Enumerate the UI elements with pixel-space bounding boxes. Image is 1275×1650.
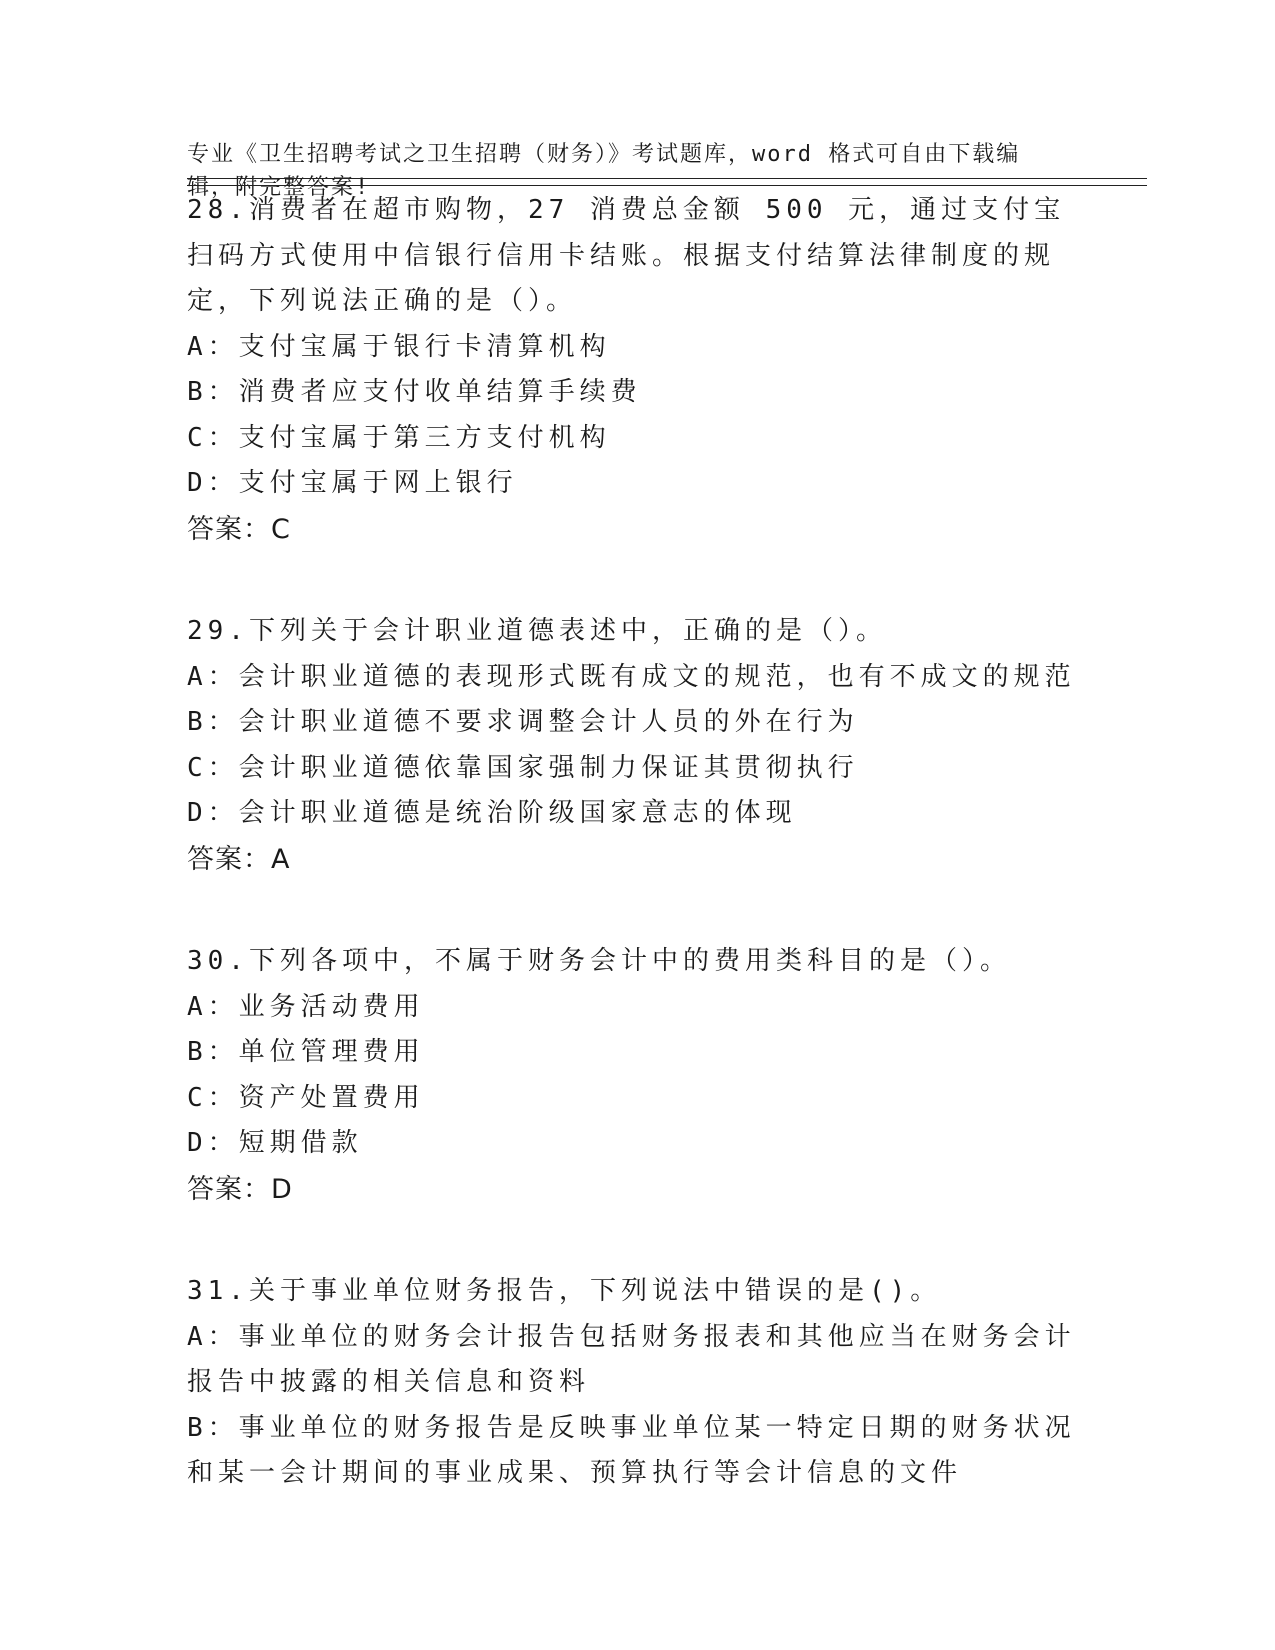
option-a: A：会计职业道德的表现形式既有成文的规范，也有不成文的规范: [187, 661, 1076, 692]
question-stem: 30.下列各项中，不属于财务会计中的费用类科目的是（）。: [187, 946, 1011, 976]
option-c: C：会计职业道德依靠国家强制力保证其贯彻执行: [187, 752, 859, 783]
question-29: [187, 609, 1087, 882]
option-a: A：事业单位的财务会计报告包括财务报表和其他应当在财务会计报告中披露的相关信息和资料: [187, 1321, 1076, 1397]
answer: 答案：A: [187, 843, 291, 875]
option-c: C：支付宝属于第三方支付机构: [187, 422, 611, 453]
option-b: B：单位管理费用: [187, 1037, 425, 1067]
header-rule-bottom: [187, 185, 1147, 186]
question-stem: 29.下列关于会计职业道德表述中，正确的是（）。: [187, 616, 887, 646]
question-spacer: [187, 552, 1087, 609]
header-rule-top: [187, 178, 1147, 179]
question-31: [187, 1269, 1087, 1497]
option-b: B：事业单位的财务报告是反映事业单位某一特定日期的财务状况和某一会计期间的事业成果、预算执行等会计信息的文件: [187, 1412, 1076, 1488]
question-30: [187, 939, 1087, 1212]
header-text: 专业《卫生招聘考试之卫生招聘（财务）》考试题库，word 格式可自由下载编辑，附完整答案!: [187, 142, 1021, 200]
option-a: A：业务活动费用: [187, 991, 425, 1022]
question-spacer: [187, 882, 1087, 939]
question-list: [187, 188, 1087, 1497]
option-a: A：支付宝属于银行卡清算机构: [187, 331, 611, 362]
question-28: [187, 188, 1087, 552]
question-spacer: [187, 1212, 1087, 1269]
question-stem: 28.消费者在超市购物，27 消费总金额 500 元，通过支付宝扫码方式使用中信银行信用卡结账。根据支付结算法律制度的规定，下列说法正确的是（）。: [187, 195, 1066, 316]
option-c: C：资产处置费用: [187, 1082, 425, 1113]
answer: 答案：D: [187, 1173, 293, 1205]
answer: 答案：C: [187, 513, 291, 545]
option-d: D：会计职业道德是统治阶级国家意志的体现: [187, 798, 797, 828]
option-b: B：消费者应支付收单结算手续费: [187, 377, 642, 407]
option-d: D：支付宝属于网上银行: [187, 468, 518, 498]
question-stem: 31.关于事业单位财务报告，下列说法中错误的是()。: [187, 1276, 942, 1306]
option-d: D：短期借款: [187, 1128, 363, 1158]
option-b: B：会计职业道德不要求调整会计人员的外在行为: [187, 707, 859, 737]
